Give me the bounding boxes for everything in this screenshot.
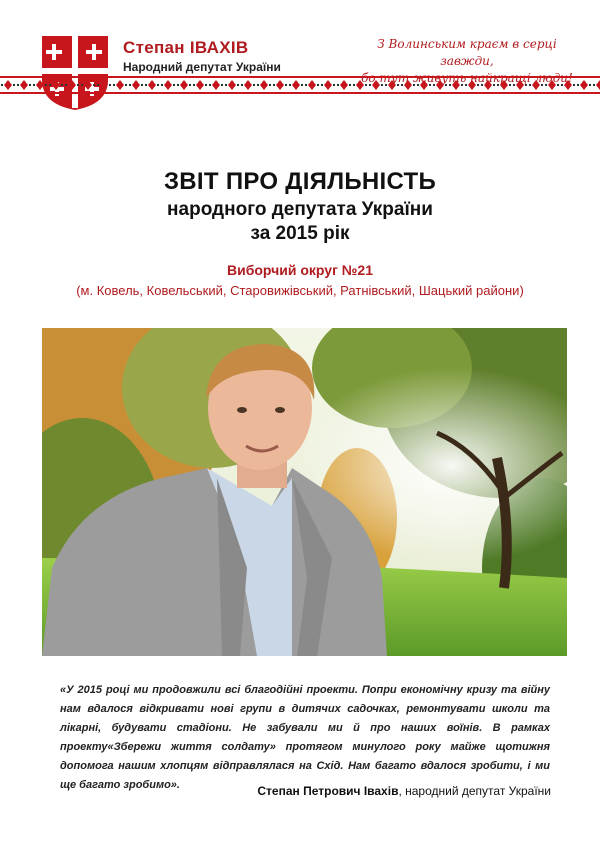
- quote-text: «У 2015 році ми продовжили всі благодійні проекти. Попри економічну кризу та війну нам вдалося відкривати нові групи в дитячих садочках, ремонтувати школи та лікарні, будувати стадіони. Не забували ми й про наших воїнів. В рамках проекту«Збережи життя солдату» протягом минулого року майже щотижня допомога нашим хлопцям відправлялася на Схід. Нам багато вдалося зробити, і ми ще багато зробимо».: [60, 684, 550, 791]
- deputy-title: Народний депутат України: [123, 60, 281, 74]
- embroidery-ornament-border: [0, 76, 600, 94]
- report-title: [0, 168, 600, 245]
- signature-name: Степан Петрович Івахів: [257, 784, 399, 798]
- coat-of-arms-logo: [40, 34, 110, 112]
- report-title-main: ЗВІТ ПРО ДІЯЛЬНІСТЬ: [163, 168, 437, 195]
- signature: [0, 784, 551, 798]
- deputy-name: Степан ІВАХІВ: [123, 38, 249, 57]
- report-year: за 2015 рік: [250, 223, 350, 244]
- portrait-photo: [42, 328, 567, 656]
- header: [0, 0, 600, 120]
- deputy-name-block: [123, 38, 281, 74]
- slogan: З Волинським краєм в серці завжди,: [377, 37, 557, 68]
- district-areas: (м. Ковель, Ковельський, Старовижівський, Ратнівський, Шацький райони): [76, 283, 524, 298]
- report-title-sub: народного депутата України: [167, 199, 433, 220]
- signature-role: , народний депутат України: [398, 784, 551, 798]
- district-name: Виборчий округ №21: [227, 262, 373, 278]
- district-info: [0, 262, 600, 298]
